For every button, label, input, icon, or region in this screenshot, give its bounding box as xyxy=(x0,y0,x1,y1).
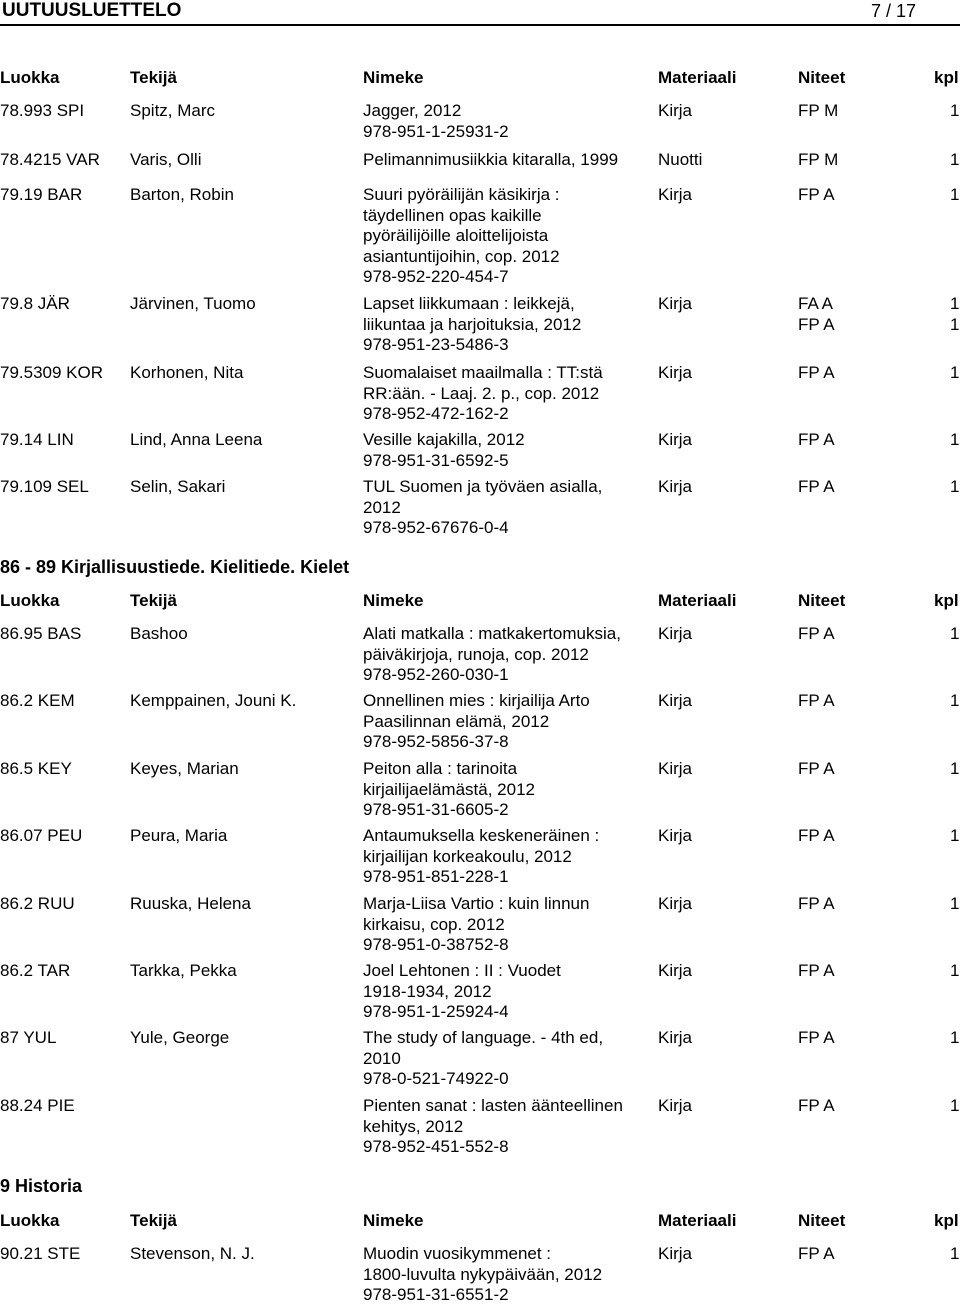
title-line: 978-952-5856-37-8 xyxy=(363,732,509,751)
copies-location: FA A xyxy=(798,294,833,313)
copies-location: FP A xyxy=(798,477,835,496)
title-line: 978-951-1-25924-4 xyxy=(363,1002,509,1021)
page-number: 7 / 17 xyxy=(870,1,916,21)
column-header-kpl: kpl xyxy=(934,591,959,610)
classification-cell: 86.2 RUU xyxy=(0,894,75,913)
title-cell xyxy=(363,826,653,888)
title-line: 1918-1934, 2012 xyxy=(363,981,492,1001)
title-cell xyxy=(363,691,653,753)
copies-location-cell xyxy=(798,477,835,498)
title-cell xyxy=(363,894,653,956)
classification-cell: 79.8 JÄR xyxy=(0,294,70,313)
section-title: 86 - 89 Kirjallisuustiede. Kielitiede. Kielet xyxy=(0,557,350,577)
quantity: 1 xyxy=(950,894,960,913)
quantity-cell xyxy=(950,894,959,915)
title-cell xyxy=(363,150,653,171)
quantity-cell xyxy=(950,1096,959,1117)
author-cell: Ruuska, Helena xyxy=(130,894,251,913)
author-cell: Spitz, Marc xyxy=(130,101,216,120)
quantity: 1 xyxy=(950,294,960,313)
column-header-materiaali: Materiaali xyxy=(658,68,737,87)
quantity: 1 xyxy=(950,624,960,643)
column-header-row xyxy=(0,591,960,611)
author-cell: Järvinen, Tuomo xyxy=(130,294,256,313)
copies-location-cell xyxy=(798,101,838,122)
column-header-luokka: Luokka xyxy=(0,1211,60,1230)
classification-cell: 86.07 PEU xyxy=(0,826,83,845)
column-header-nimeke: Nimeke xyxy=(363,68,424,87)
title-line: 978-952-67676-0-4 xyxy=(363,518,509,537)
quantity-cell xyxy=(950,826,959,847)
quantity-cell xyxy=(950,691,959,712)
classification-cell: 86.2 TAR xyxy=(0,961,71,980)
column-header-tekija: Tekijä xyxy=(130,68,177,87)
classification-cell: 88.24 PIE xyxy=(0,1096,75,1115)
author-cell: Korhonen, Nita xyxy=(130,363,244,382)
title-line: Jagger, 2012 xyxy=(363,101,462,120)
title-line: liikuntaa ja harjoituksia, 2012 xyxy=(363,314,582,334)
copies-location: FP M xyxy=(798,150,839,169)
column-header-tekija: Tekijä xyxy=(130,1211,177,1230)
title-line: 2010 xyxy=(363,1048,401,1068)
copies-location-cell xyxy=(798,430,835,451)
copies-location: FP A xyxy=(798,314,835,334)
title-cell xyxy=(363,430,653,471)
section-title: 9 Historia xyxy=(0,1176,83,1196)
title-line: 978-951-1-25931-2 xyxy=(363,121,509,141)
title-cell xyxy=(363,1096,653,1158)
title-line: Paasilinnan elämä, 2012 xyxy=(363,711,550,731)
title-line: 978-951-23-5486-3 xyxy=(363,335,509,354)
copies-location: FP A xyxy=(798,826,835,845)
copies-location-cell xyxy=(798,294,835,335)
column-header-row xyxy=(0,1211,960,1231)
header-divider xyxy=(0,24,960,26)
author-cell: Varis, Olli xyxy=(130,150,202,169)
title-line: Suomalaiset maailmalla : TT:stä xyxy=(363,363,603,382)
title-line: Joel Lehtonen : II : Vuodet xyxy=(363,961,561,980)
title-line: 978-951-0-38752-8 xyxy=(363,935,509,954)
quantity: 1 xyxy=(950,477,960,496)
quantity-cell xyxy=(950,1028,959,1049)
material-cell: Kirja xyxy=(658,624,693,643)
author-cell: Kemppainen, Jouni K. xyxy=(130,691,297,710)
title-cell xyxy=(363,185,653,288)
classification-cell: 86.5 KEY xyxy=(0,759,72,778)
column-header-kpl: kpl xyxy=(934,1211,959,1230)
author-cell: Bashoo xyxy=(130,624,188,643)
column-header-nimeke: Nimeke xyxy=(363,591,424,610)
title-line: pyöräilijöille aloittelijoista xyxy=(363,226,549,245)
document-title: UUTUUSLUETTELO xyxy=(2,0,182,21)
copies-location: FP A xyxy=(798,1096,835,1115)
title-line: Onnellinen mies : kirjailija Arto xyxy=(363,691,590,710)
copies-location-cell xyxy=(798,363,835,384)
copies-location-cell xyxy=(798,691,835,712)
page-header xyxy=(0,0,960,22)
title-line: 978-952-220-454-7 xyxy=(363,267,509,286)
quantity-cell xyxy=(950,363,959,384)
title-cell xyxy=(363,363,653,425)
quantity: 1 xyxy=(950,961,960,980)
material-cell: Kirja xyxy=(658,185,693,204)
classification-cell: 87 YUL xyxy=(0,1028,57,1047)
quantity-cell xyxy=(950,430,959,451)
quantity-cell xyxy=(950,185,959,206)
title-line: Muodin vuosikymmenet : xyxy=(363,1244,552,1263)
title-line: täydellinen opas kaikille xyxy=(363,205,542,225)
quantity: 1 xyxy=(950,185,960,204)
title-line: 978-951-31-6551-2 xyxy=(363,1285,509,1304)
quantity-cell xyxy=(950,477,959,498)
title-cell xyxy=(363,624,653,686)
classification-cell: 79.5309 KOR xyxy=(0,363,104,382)
title-cell xyxy=(363,101,653,142)
author-cell: Barton, Robin xyxy=(130,185,234,204)
column-header-row xyxy=(0,68,960,88)
quantity: 1 xyxy=(950,691,960,710)
copies-location-cell xyxy=(798,1096,835,1117)
material-cell: Kirja xyxy=(658,691,693,710)
title-line: 978-0-521-74922-0 xyxy=(363,1069,509,1088)
quantity: 1 xyxy=(950,826,960,845)
material-cell: Kirja xyxy=(658,894,693,913)
quantity-cell xyxy=(950,961,959,982)
title-cell xyxy=(363,1028,653,1090)
title-line: 1800-luvulta nykypäivään, 2012 xyxy=(363,1264,603,1284)
author-cell: Lind, Anna Leena xyxy=(130,430,263,449)
column-header-tekija: Tekijä xyxy=(130,591,177,610)
copies-location: FP A xyxy=(798,185,835,204)
title-line: Suuri pyöräilijän käsikirja : xyxy=(363,185,560,204)
title-line: TUL Suomen ja työväen asialla, xyxy=(363,477,603,496)
title-line: 978-951-31-6592-5 xyxy=(363,450,509,470)
quantity: 1 xyxy=(950,1096,960,1115)
copies-location-cell xyxy=(798,624,835,645)
classification-cell: 78.4215 VAR xyxy=(0,150,100,169)
copies-location: FP A xyxy=(798,691,835,710)
copies-location-cell xyxy=(798,1028,835,1049)
title-cell xyxy=(363,294,653,356)
material-cell: Kirja xyxy=(658,826,693,845)
material-cell: Kirja xyxy=(658,759,693,778)
copies-location: FP A xyxy=(798,624,835,643)
classification-cell: 79.19 BAR xyxy=(0,185,83,204)
title-line: 978-952-260-030-1 xyxy=(363,665,509,684)
copies-location: FP A xyxy=(798,1028,835,1047)
title-cell xyxy=(363,1244,653,1306)
title-line: Antaumuksella keskeneräinen : xyxy=(363,826,600,845)
quantity: 1 xyxy=(950,101,960,120)
title-line: Marja-Liisa Vartio : kuin linnun xyxy=(363,894,590,913)
author-cell: Yule, George xyxy=(130,1028,230,1047)
copies-location: FP M xyxy=(798,101,839,120)
title-line: 2012 xyxy=(363,497,401,517)
title-line: The study of language. - 4th ed, xyxy=(363,1028,604,1047)
title-line: 978-952-472-162-2 xyxy=(363,404,509,423)
classification-cell: 86.2 KEM xyxy=(0,691,75,710)
material-cell: Kirja xyxy=(658,294,693,313)
copies-location-cell xyxy=(798,826,835,847)
copies-location: FP A xyxy=(798,1244,835,1263)
material-cell: Kirja xyxy=(658,430,693,449)
title-line: Pelimannimusiikkia kitaralla, 1999 xyxy=(363,150,619,169)
title-line: asiantuntijoihin, cop. 2012 xyxy=(363,246,560,266)
title-line: RR:ään. - Laaj. 2. p., cop. 2012 xyxy=(363,383,600,403)
quantity: 1 xyxy=(950,430,960,449)
material-cell: Kirja xyxy=(658,961,693,980)
classification-cell: 86.95 BAS xyxy=(0,624,82,643)
quantity: 1 xyxy=(950,1244,960,1263)
title-line: Vesille kajakilla, 2012 xyxy=(363,430,525,449)
copies-location-cell xyxy=(798,1244,835,1265)
author-cell: Stevenson, N. J. xyxy=(130,1244,255,1263)
quantity: 1 xyxy=(950,314,960,334)
copies-location-cell xyxy=(798,150,838,171)
material-cell: Kirja xyxy=(658,477,693,496)
quantity-cell xyxy=(950,759,959,780)
title-line: Peiton alla : tarinoita xyxy=(363,759,518,778)
author-cell: Keyes, Marian xyxy=(130,759,239,778)
material-cell: Nuotti xyxy=(658,150,703,169)
title-line: 978-952-451-552-8 xyxy=(363,1137,509,1156)
title-line: Pienten sanat : lasten äänteellinen xyxy=(363,1096,623,1115)
copies-location-cell xyxy=(798,759,835,780)
title-line: kirjailijaelämästä, 2012 xyxy=(363,779,535,799)
column-header-luokka: Luokka xyxy=(0,68,60,87)
column-header-niteet: Niteet xyxy=(798,1211,846,1230)
material-cell: Kirja xyxy=(658,363,693,382)
quantity: 1 xyxy=(950,1028,960,1047)
title-line: Lapset liikkumaan : leikkejä, xyxy=(363,294,575,313)
title-line: kirjailijan korkeakoulu, 2012 xyxy=(363,846,572,866)
column-header-kpl: kpl xyxy=(934,68,959,87)
column-header-luokka: Luokka xyxy=(0,591,60,610)
copies-location: FP A xyxy=(798,894,835,913)
title-cell xyxy=(363,759,653,821)
classification-cell: 90.21 STE xyxy=(0,1244,81,1263)
quantity-cell xyxy=(950,150,959,171)
classification-cell: 79.109 SEL xyxy=(0,477,89,496)
classification-cell: 79.14 LIN xyxy=(0,430,74,449)
author-cell: Peura, Maria xyxy=(130,826,228,845)
material-cell: Kirja xyxy=(658,1028,693,1047)
quantity: 1 xyxy=(950,363,960,382)
quantity-cell xyxy=(950,101,959,122)
title-line: 978-951-851-228-1 xyxy=(363,867,509,886)
column-header-niteet: Niteet xyxy=(798,68,846,87)
copies-location: FP A xyxy=(798,759,835,778)
quantity: 1 xyxy=(950,759,960,778)
author-cell: Tarkka, Pekka xyxy=(130,961,237,980)
title-line: 978-951-31-6605-2 xyxy=(363,800,509,819)
classification-cell: 78.993 SPI xyxy=(0,101,85,120)
column-header-niteet: Niteet xyxy=(798,591,846,610)
title-line: päiväkirjoja, runoja, cop. 2012 xyxy=(363,644,589,664)
material-cell: Kirja xyxy=(658,1096,693,1115)
column-header-materiaali: Materiaali xyxy=(658,591,737,610)
quantity-cell xyxy=(950,624,959,645)
material-cell: Kirja xyxy=(658,1244,693,1263)
copies-location-cell xyxy=(798,961,835,982)
title-cell xyxy=(363,961,653,1023)
copies-location-cell xyxy=(798,185,835,206)
quantity-cell xyxy=(950,1244,959,1265)
copies-location: FP A xyxy=(798,430,835,449)
copies-location-cell xyxy=(798,894,835,915)
column-header-nimeke: Nimeke xyxy=(363,1211,424,1230)
copies-location: FP A xyxy=(798,961,835,980)
copies-location: FP A xyxy=(798,363,835,382)
author-cell: Selin, Sakari xyxy=(130,477,226,496)
title-cell xyxy=(363,477,653,539)
title-line: kehitys, 2012 xyxy=(363,1116,464,1136)
quantity-cell xyxy=(950,294,959,335)
material-cell: Kirja xyxy=(658,101,693,120)
column-header-materiaali: Materiaali xyxy=(658,1211,737,1230)
title-line: kirkaisu, cop. 2012 xyxy=(363,914,505,934)
quantity: 1 xyxy=(950,150,960,169)
title-line: Alati matkalla : matkakertomuksia, xyxy=(363,624,621,643)
